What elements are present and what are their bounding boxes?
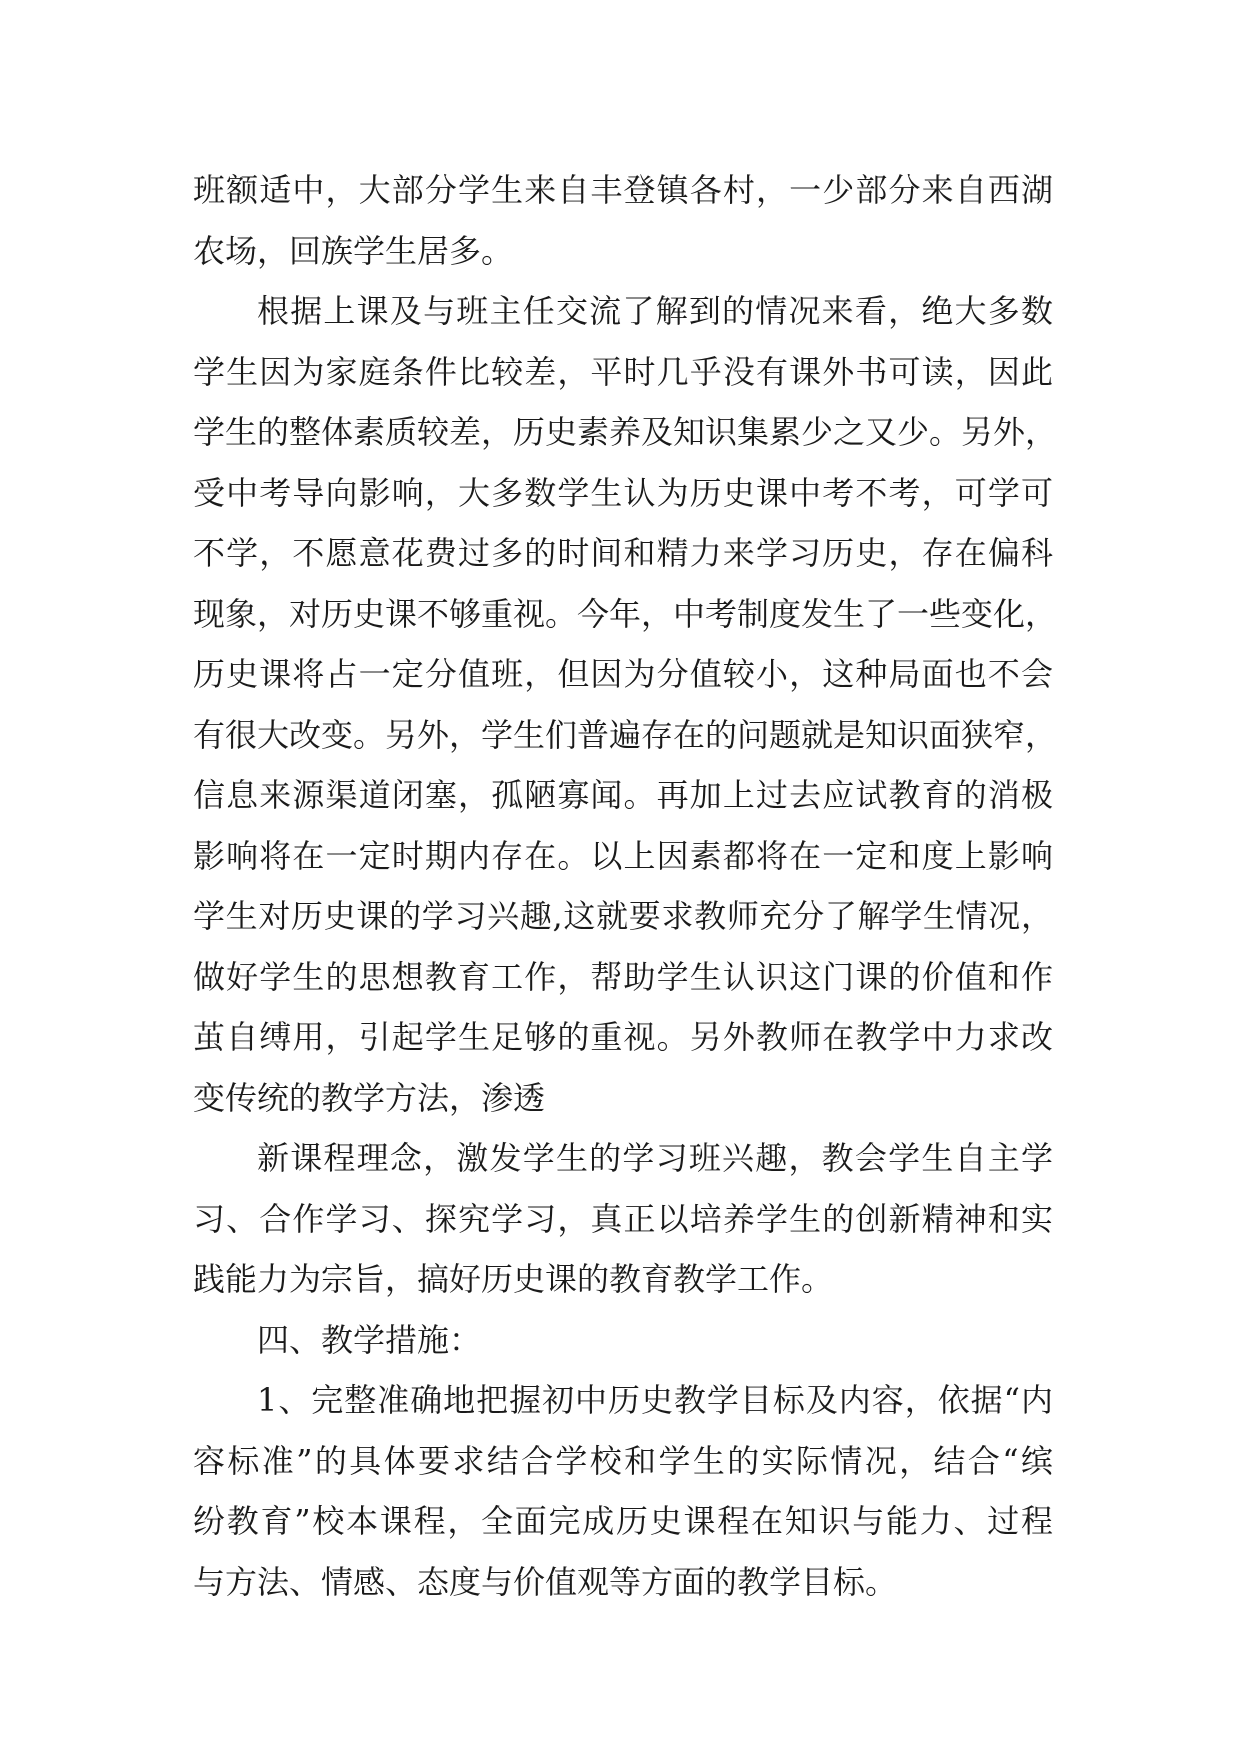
text-line: 不学，不愿意花费过多的时间和精力来学习历史，存在偏科 (193, 534, 1053, 572)
text-line: 有很大改变。另外，学生们普遍存在的问题就是知识面狭窄， (193, 715, 1058, 754)
text-line: 信息来源渠道闭塞，孤陋寡闻。再加上过去应试教育的消极 (193, 776, 1053, 814)
text-line: 受中考导向影响，大多数学生认为历史课中考不考，可学可 (193, 473, 1053, 512)
paragraph-start-line: 新课程理念，激发学生的学习班兴趣，教会学生自主学 (257, 1139, 1053, 1177)
text-line: 学生的整体素质较差，历史素养及知识集累少之又少。另外， (193, 413, 1058, 451)
text-line: 茧自缚用，引起学生足够的重视。另外教师在教学中力求改 (193, 1018, 1053, 1056)
document-body (193, 160, 1058, 1612)
text-line: 影响将在一定时期内存在。以上因素都将在一定和度上影响 (193, 836, 1053, 875)
text-line: 班额适中，大部分学生来自丰登镇各村，一少部分来自西湖 (193, 171, 1053, 209)
section-heading: 四、教学措施： (257, 1320, 482, 1359)
text-line: 学生因为家庭条件比较差，平时几乎没有课外书可读，因此 (193, 352, 1053, 391)
text-line: 现象，对历史课不够重视。今年，中考制度发生了一些变化， (193, 594, 1058, 633)
text-line: 纷教育”校本课程，全面完成历史课程在知识与能力、过程 (193, 1502, 1053, 1540)
text-line: 做好学生的思想教育工作，帮助学生认识这门课的价值和作 (193, 957, 1053, 996)
text-line: 践能力为宗旨，搞好历史课的教育教学工作。 (193, 1260, 834, 1298)
text-line: 农场，回族学生居多。 (193, 231, 514, 270)
paragraph-start-line: 1、完整准确地把握初中历史教学目标及内容，依据“内 (257, 1381, 1053, 1419)
text-line: 变传统的教学方法，渗透 (193, 1078, 546, 1117)
text-line: 容标准”的具体要求结合学校和学生的实际情况，结合“缤 (193, 1441, 1053, 1480)
text-line: 习、合作学习、探究学习，真正以培养学生的创新精神和实 (193, 1199, 1053, 1238)
text-line: 学生对历史课的学习兴趣,这就要求教师充分了解学生情况， (193, 897, 1053, 935)
text-line: 与方法、情感、态度与价值观等方面的教学目标。 (193, 1562, 898, 1601)
paragraph-start-line: 根据上课及与班主任交流了解到的情况来看，绝大多数 (257, 292, 1053, 330)
text-line: 历史课将占一定分值班，但因为分值较小，这种局面也不会 (193, 655, 1053, 693)
